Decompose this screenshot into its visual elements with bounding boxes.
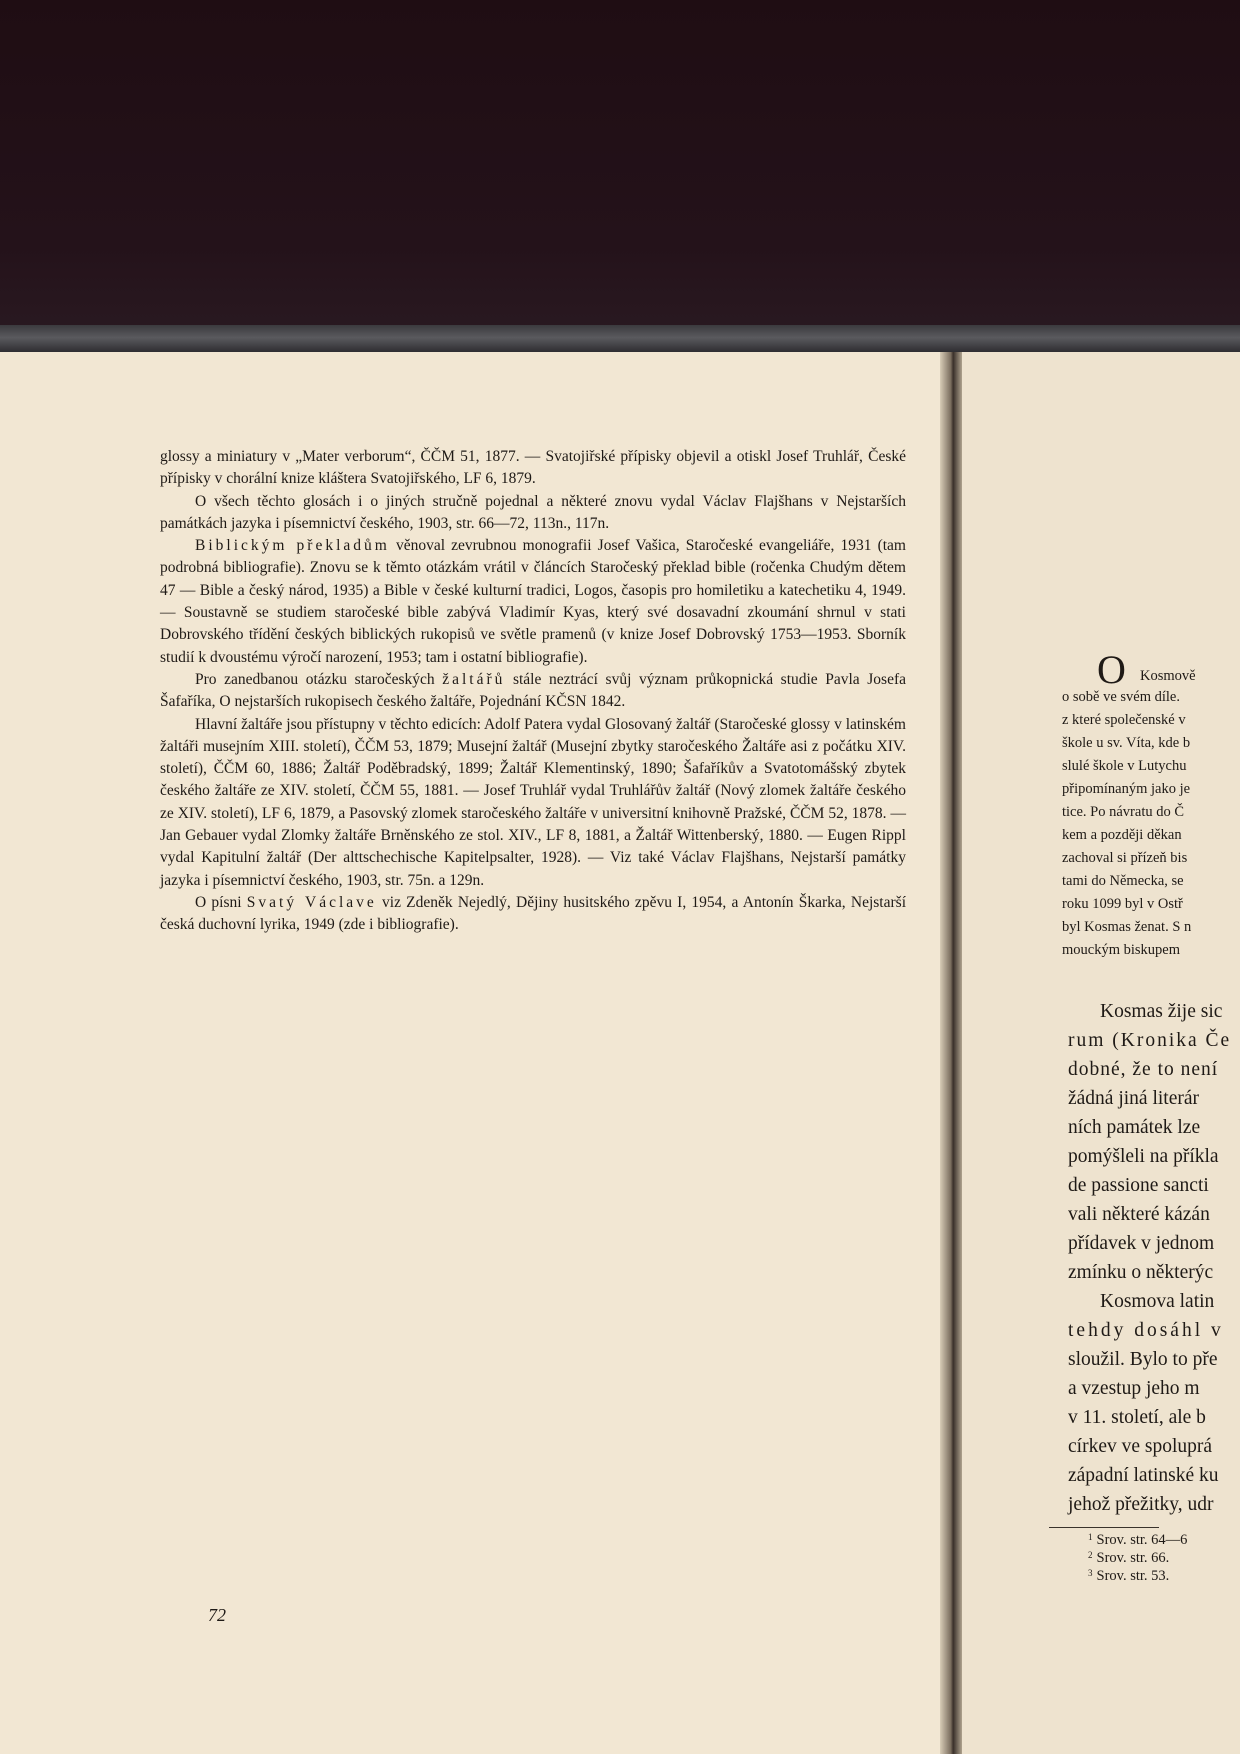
right-line: mouckým biskupem (1062, 942, 1181, 958)
spaced-heading: Biblickým překladům (195, 537, 390, 555)
paragraph-body: stále neztrácí svůj význam průkopnická studie Pavla Josefa Šafaříka, O nejstarších rukopisech českého žaltáře, Pojednání KČSN 1842. (160, 670, 906, 711)
right-line: zmínku o některýc (1068, 1262, 1214, 1283)
paragraph-lead: Pro zanedbanou otázku staročeských (195, 670, 443, 688)
right-line: rum (Kronika Če (1068, 1030, 1232, 1051)
right-line: tami do Německa, se (1062, 873, 1184, 889)
right-line: žádná jiná literár (1068, 1088, 1200, 1109)
right-line: jehož přežitky, udr (1068, 1494, 1214, 1515)
footnote (1088, 1550, 1169, 1567)
right-line: ních památek lze (1068, 1117, 1201, 1138)
spaced-heading: žaltářů (442, 670, 506, 688)
paragraph-3 (160, 535, 906, 669)
footnote-mark: 3 (1088, 1568, 1093, 1578)
right-line: roku 1099 byl v Ostř (1062, 896, 1183, 912)
paragraph-body: věnoval zevrubnou monografii Josef Vašica, Staročeské evangeliáře, 1931 (tam podrobná bibliografie). Znovu se k těmto otázkám vrátil v článcích Staročeský překlad bible (ročenka Chudým dětem 47 — Bible a český národ, 1935) a Bible v české kulturní tradici, Logos, časopis pro homiletiku a katechetiku 4, 1949. — Soustavně se studiem staročeské bible zabývá Vladimír Kyas, který své dosavadní zkoumání shrnul v stati Dobrovského třídění českých biblických rukopisů ve světle pramenů (v knize Josef Dobrovský 1753—1953. Sborník studií k dvoustému výročí narození, 1953; tam i ostatní bibliografie). (160, 537, 906, 666)
right-line: kem a později děkan (1062, 827, 1182, 843)
right-line: zachoval si přízeň bis (1062, 850, 1188, 866)
right-line: Kosmova latin (1100, 1291, 1215, 1312)
right-line: vali některé kázán (1068, 1204, 1210, 1225)
page-number: 72 (208, 1605, 226, 1625)
paragraph-body: viz Zdeněk Nejedlý, Dějiny husitského zpěvu I, 1954, a Antonín Škarka, Nejstarší česká duchovní lyrika, 1949 (zde i bibliografie). (160, 893, 906, 934)
right-line: dobné, že to není (1068, 1059, 1219, 1080)
right-line: přídavek v jednom (1068, 1233, 1215, 1254)
paragraph-lead: O písni (195, 893, 247, 911)
right-line: v 11. století, ale b (1068, 1407, 1206, 1428)
right-line: škole u sv. Víta, kde b (1062, 735, 1191, 751)
right-line: sloužil. Bylo to pře (1068, 1349, 1218, 1370)
footnote-text: Srov. str. 66. (1096, 1550, 1170, 1566)
paragraph-5: Hlavní žaltáře jsou přístupny v těchto edicích: Adolf Patera vydal Glosovaný žaltář (Staročeské glossy v latinském žaltáři musejním XIII. století), ČČM 53, 1879; Musejní žaltář (Musejní zbytky staročeského Žaltáře asi z počátku XIV. století), ČČM 60, 1886; Žaltář Poděbradský, 1899; Žaltář Klementinský, 1890; Šafaříkův a Svatotomášský zbytek českého žaltáře ze XIV. století, ČČM 55, 1881. — Josef Truhlář vydal Truhlářův žaltář (Nový zlomek žaltáře českého ze XIV. století), LF 6, 1879, a Pasovský zlomek staročeského žaltáře v universitní knihovně Pražské, ČČM 52, 1878. — Jan Gebauer vydal Zlomky žaltáře Brněnského ze stol. XIV., LF 8, 1881, a Žaltář Wittenberský, 1880. — Eugen Rippl vydal Kapitulní žaltář (Der alttschechische Kapitelpsalter, 1928). — Viz také Václav Flajšhans, Nejstarší památky jazyka i písemnictví českého, 1903, str. 75n. a 129n. (160, 715, 906, 889)
footnote-text: Srov. str. 64—6 (1096, 1532, 1188, 1548)
right-line: a vzestup jeho m (1068, 1378, 1200, 1399)
left-page-text (160, 446, 906, 937)
right-line: slulé škole v Lutychu (1062, 758, 1187, 774)
right-line: Kosmas žije sic (1100, 1001, 1223, 1022)
drop-initial: O (1097, 647, 1126, 692)
right-line: tice. Po návratu do Č (1062, 804, 1185, 820)
book-gutter (940, 352, 964, 1754)
right-line: připomínaným jako je (1062, 781, 1191, 797)
right-line: církev ve spoluprá (1068, 1436, 1213, 1457)
right-line: západní latinské ku (1068, 1465, 1219, 1486)
footnote-rule (1049, 1527, 1159, 1528)
right-line: o sobě ve svém díle. (1062, 689, 1180, 705)
right-line: Kosmově (1140, 668, 1196, 684)
right-line: byl Kosmas ženat. S n (1062, 919, 1192, 935)
footnote-mark: 2 (1088, 1550, 1093, 1560)
footnote-mark: 1 (1088, 1532, 1093, 1542)
paragraph-2: O všech těchto glosách i o jiných stručně pojednal a některé znovu vydal Václav Flajšhans v Nejstarších památkách jazyka i písemnictví českého, 1903, str. 66—72, 113n., 117n. (160, 492, 906, 532)
paragraph-4 (160, 669, 906, 714)
spaced-heading: Svatý Václave (246, 893, 377, 911)
footnote (1088, 1568, 1169, 1585)
right-line: de passione sancti (1068, 1175, 1209, 1196)
dark-background (0, 0, 1240, 350)
footnote-text: Srov. str. 53. (1096, 1568, 1170, 1584)
right-line: z které společenské v (1062, 712, 1186, 728)
paragraph-1: glossy a miniatury v „Mater verborum“, ČČM 51, 1877. — Svatojiřské přípisky objevil a otiskl Josef Truhlář, České přípisky v chorální knize kláštera Svatojiřského, LF 6, 1879. (160, 448, 906, 488)
scanner-edge (0, 325, 1240, 353)
paragraph-6 (160, 892, 906, 937)
right-line: pomýšleli na příkla (1068, 1146, 1219, 1167)
footnote (1088, 1532, 1187, 1549)
right-line: tehdy dosáhl v (1068, 1320, 1224, 1341)
